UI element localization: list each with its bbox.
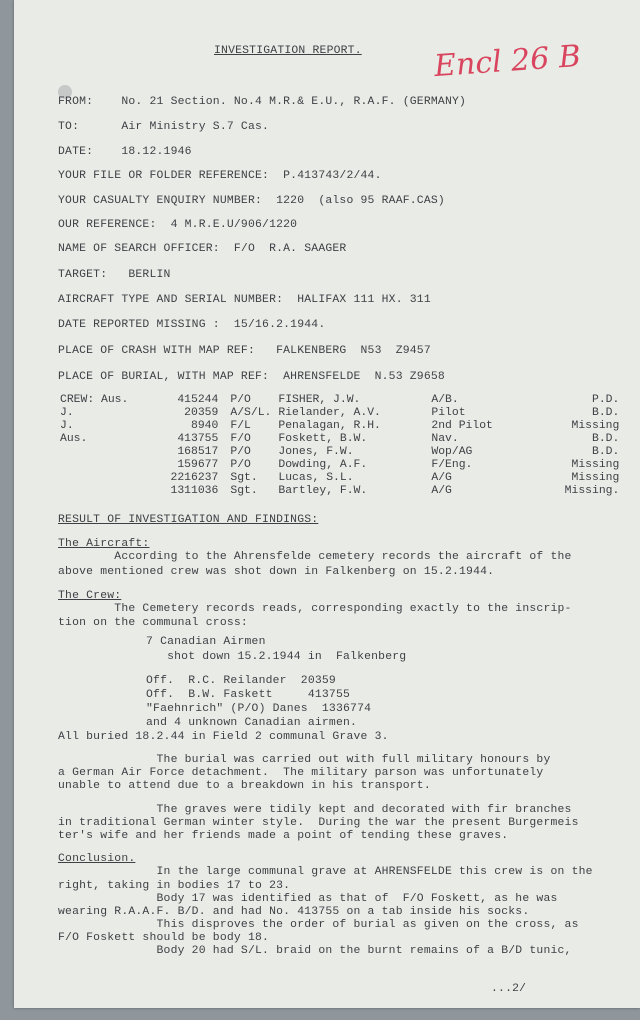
conclusion-line: F/O Foskett should be body 18. <box>58 932 270 944</box>
buried-line: All buried 18.2.44 in Field 2 communal Grave 3. <box>58 731 389 743</box>
crew-lead <box>60 459 128 472</box>
crew-name: Penalagan, R.H. <box>278 420 381 432</box>
crew-row <box>60 446 619 459</box>
inscription-line: Off. B.W. Faskett 413755 <box>146 689 351 701</box>
crew-role: A/G <box>431 485 452 497</box>
crew-row <box>60 394 619 407</box>
aircraft-paragraph-line: above mentioned crew was shot down in Falkenberg on 15.2.1944. <box>58 566 495 578</box>
conclusion-line: This disproves the order of burial as given on the cross, as <box>58 919 579 931</box>
conclusion-line: right, taking in bodies 17 to 23. <box>58 880 291 892</box>
crew-role: Wop/AG <box>431 446 473 458</box>
crew-number: 415244 <box>177 394 219 406</box>
crew-number: 159677 <box>177 459 219 471</box>
inscription-line: and 4 unknown Canadian airmen. <box>146 717 358 729</box>
search-officer-field: NAME OF SEARCH OFFICER: F/O R.A. SAAGER <box>58 243 347 255</box>
our-reference-field: OUR REFERENCE: 4 M.R.E.U/906/1220 <box>58 219 298 231</box>
graves-paragraph-line: The graves were tidily kept and decorated with fir branches <box>58 804 572 816</box>
crew-lead: J. <box>60 420 74 432</box>
crew-row <box>60 407 619 420</box>
crew-lead: CREW: Aus. <box>60 394 129 406</box>
crew-number: 1311036 <box>170 485 219 497</box>
crew-lead <box>60 485 128 498</box>
aircraft-type-field: AIRCRAFT TYPE AND SERIAL NUMBER: HALIFAX 111 HX. 311 <box>58 294 431 306</box>
crew-number: 20359 <box>184 407 219 419</box>
graves-paragraph-line: in traditional German winter style. During the war the present Burgermeis <box>58 817 579 829</box>
crew-status: B.D. <box>592 446 620 458</box>
crew-rank: Sgt. <box>230 472 258 484</box>
burial-paragraph-line: The burial was carried out with full military honours by <box>58 754 551 766</box>
crew-number: 168517 <box>177 446 219 458</box>
crew-rank: P/O <box>230 394 251 406</box>
crew-role: 2nd Pilot <box>431 420 493 432</box>
crew-role: Pilot <box>431 407 466 419</box>
crew-table <box>60 394 619 498</box>
burial-place-field: PLACE OF BURIAL, WITH MAP REF: AHRENSFELDE N.53 Z9658 <box>58 371 445 383</box>
crew-name: FISHER, J.W. <box>278 394 361 406</box>
conclusion-line: wearing R.A.A.F. B/D. and had No. 413755 on a tab inside his socks. <box>58 906 530 918</box>
handwritten-annotation: Encl 26 B <box>432 38 582 85</box>
crew-status: B.D. <box>592 433 620 445</box>
conclusion-line: Body 17 was identified as that of F/O Foskett, as he was <box>58 893 558 905</box>
crew-paragraph-line: tion on the communal cross: <box>58 617 248 629</box>
burial-paragraph-line: unable to attend due to a breakdown in his transport. <box>58 780 431 792</box>
crew-rank: A/S/L. <box>230 407 272 419</box>
crew-lead <box>60 446 128 459</box>
crew-status: Missing <box>571 420 620 432</box>
conclusion-line: In the large communal grave at AHRENSFELDE this crew is on the <box>58 866 593 878</box>
document-page <box>14 0 640 1008</box>
crew-rank: F/L <box>230 420 251 432</box>
crew-status: P.D. <box>592 394 620 406</box>
graves-paragraph-line: ter's wife and her friends made a point of tending these graves. <box>58 830 509 842</box>
crew-heading: The Crew: <box>58 590 122 602</box>
crew-name: Foskett, B.W. <box>278 433 368 445</box>
burial-paragraph-line: a German Air Force detachment. The military parson was unfortunately <box>58 767 544 779</box>
crew-name: Jones, F.W. <box>278 446 354 458</box>
to-field: TO: Air Ministry S.7 Cas. <box>58 121 270 133</box>
crew-status: B.D. <box>592 407 620 419</box>
date-field: DATE: 18.12.1946 <box>58 146 192 158</box>
conclusion-line: Body 20 had S/L. braid on the burnt remains of a B/D tunic, <box>58 945 572 957</box>
results-heading: RESULT OF INVESTIGATION AND FINDINGS: <box>58 514 319 526</box>
conclusion-heading: Conclusion. <box>58 853 136 865</box>
crew-paragraph-line: The Cemetery records reads, corresponding exactly to the inscrip- <box>58 603 572 615</box>
report-title: INVESTIGATION REPORT. <box>214 45 362 57</box>
date-missing-field: DATE REPORTED MISSING : 15/16.2.1944. <box>58 319 326 331</box>
crew-lead: Aus. <box>60 433 88 445</box>
crew-status: Missing. <box>564 485 620 497</box>
crew-row <box>60 472 619 485</box>
crash-place-field: PLACE OF CRASH WITH MAP REF: FALKENBERG N53 Z9457 <box>58 345 431 357</box>
crew-role: F/Eng. <box>431 459 473 471</box>
crew-number: 413755 <box>177 433 219 445</box>
inscription-line: shot down 15.2.1944 in Falkenberg <box>146 651 407 663</box>
crew-row <box>60 485 619 498</box>
crew-rank: P/O <box>230 459 251 471</box>
crew-status: Missing <box>571 472 620 484</box>
aircraft-heading: The Aircraft: <box>58 538 150 550</box>
page-continuation-marker: ...2/ <box>491 983 527 995</box>
crew-name: Lucas, S.L. <box>278 472 354 484</box>
aircraft-paragraph-line: According to the Ahrensfelde cemetery records the aircraft of the <box>58 551 572 563</box>
casualty-enquiry-field: YOUR CASUALTY ENQUIRY NUMBER: 1220 (also 95 RAAF.CAS) <box>58 195 445 207</box>
crew-role: A/G <box>431 472 452 484</box>
inscription-line: Off. R.C. Reilander 20359 <box>146 675 336 687</box>
crew-name: Dowding, A.F. <box>278 459 368 471</box>
crew-lead <box>60 472 128 485</box>
crew-rank: Sgt. <box>230 485 258 497</box>
crew-row <box>60 420 619 433</box>
crew-rank: F/O <box>230 433 251 445</box>
inscription-line: 7 Canadian Airmen <box>146 636 266 648</box>
crew-lead: J. <box>60 407 74 419</box>
crew-name: Bartley, F.W. <box>278 485 368 497</box>
from-field: FROM: No. 21 Section. No.4 M.R.& E.U., R.A.F. (GERMANY) <box>58 96 467 108</box>
crew-rank: P/O <box>230 446 251 458</box>
crew-row <box>60 433 619 446</box>
crew-role: A/B. <box>431 394 459 406</box>
crew-row <box>60 459 619 472</box>
crew-status: Missing <box>571 459 620 471</box>
inscription-line: "Faehnrich" (P/O) Danes 1336774 <box>146 703 372 715</box>
crew-name: Rielander, A.V. <box>278 407 381 419</box>
crew-number: 8940 <box>191 420 219 432</box>
crew-number: 2216237 <box>170 472 219 484</box>
file-reference-field: YOUR FILE OR FOLDER REFERENCE: P.413743/2/44. <box>58 170 382 182</box>
target-field: TARGET: BERLIN <box>58 269 171 281</box>
crew-role: Nav. <box>431 433 459 445</box>
